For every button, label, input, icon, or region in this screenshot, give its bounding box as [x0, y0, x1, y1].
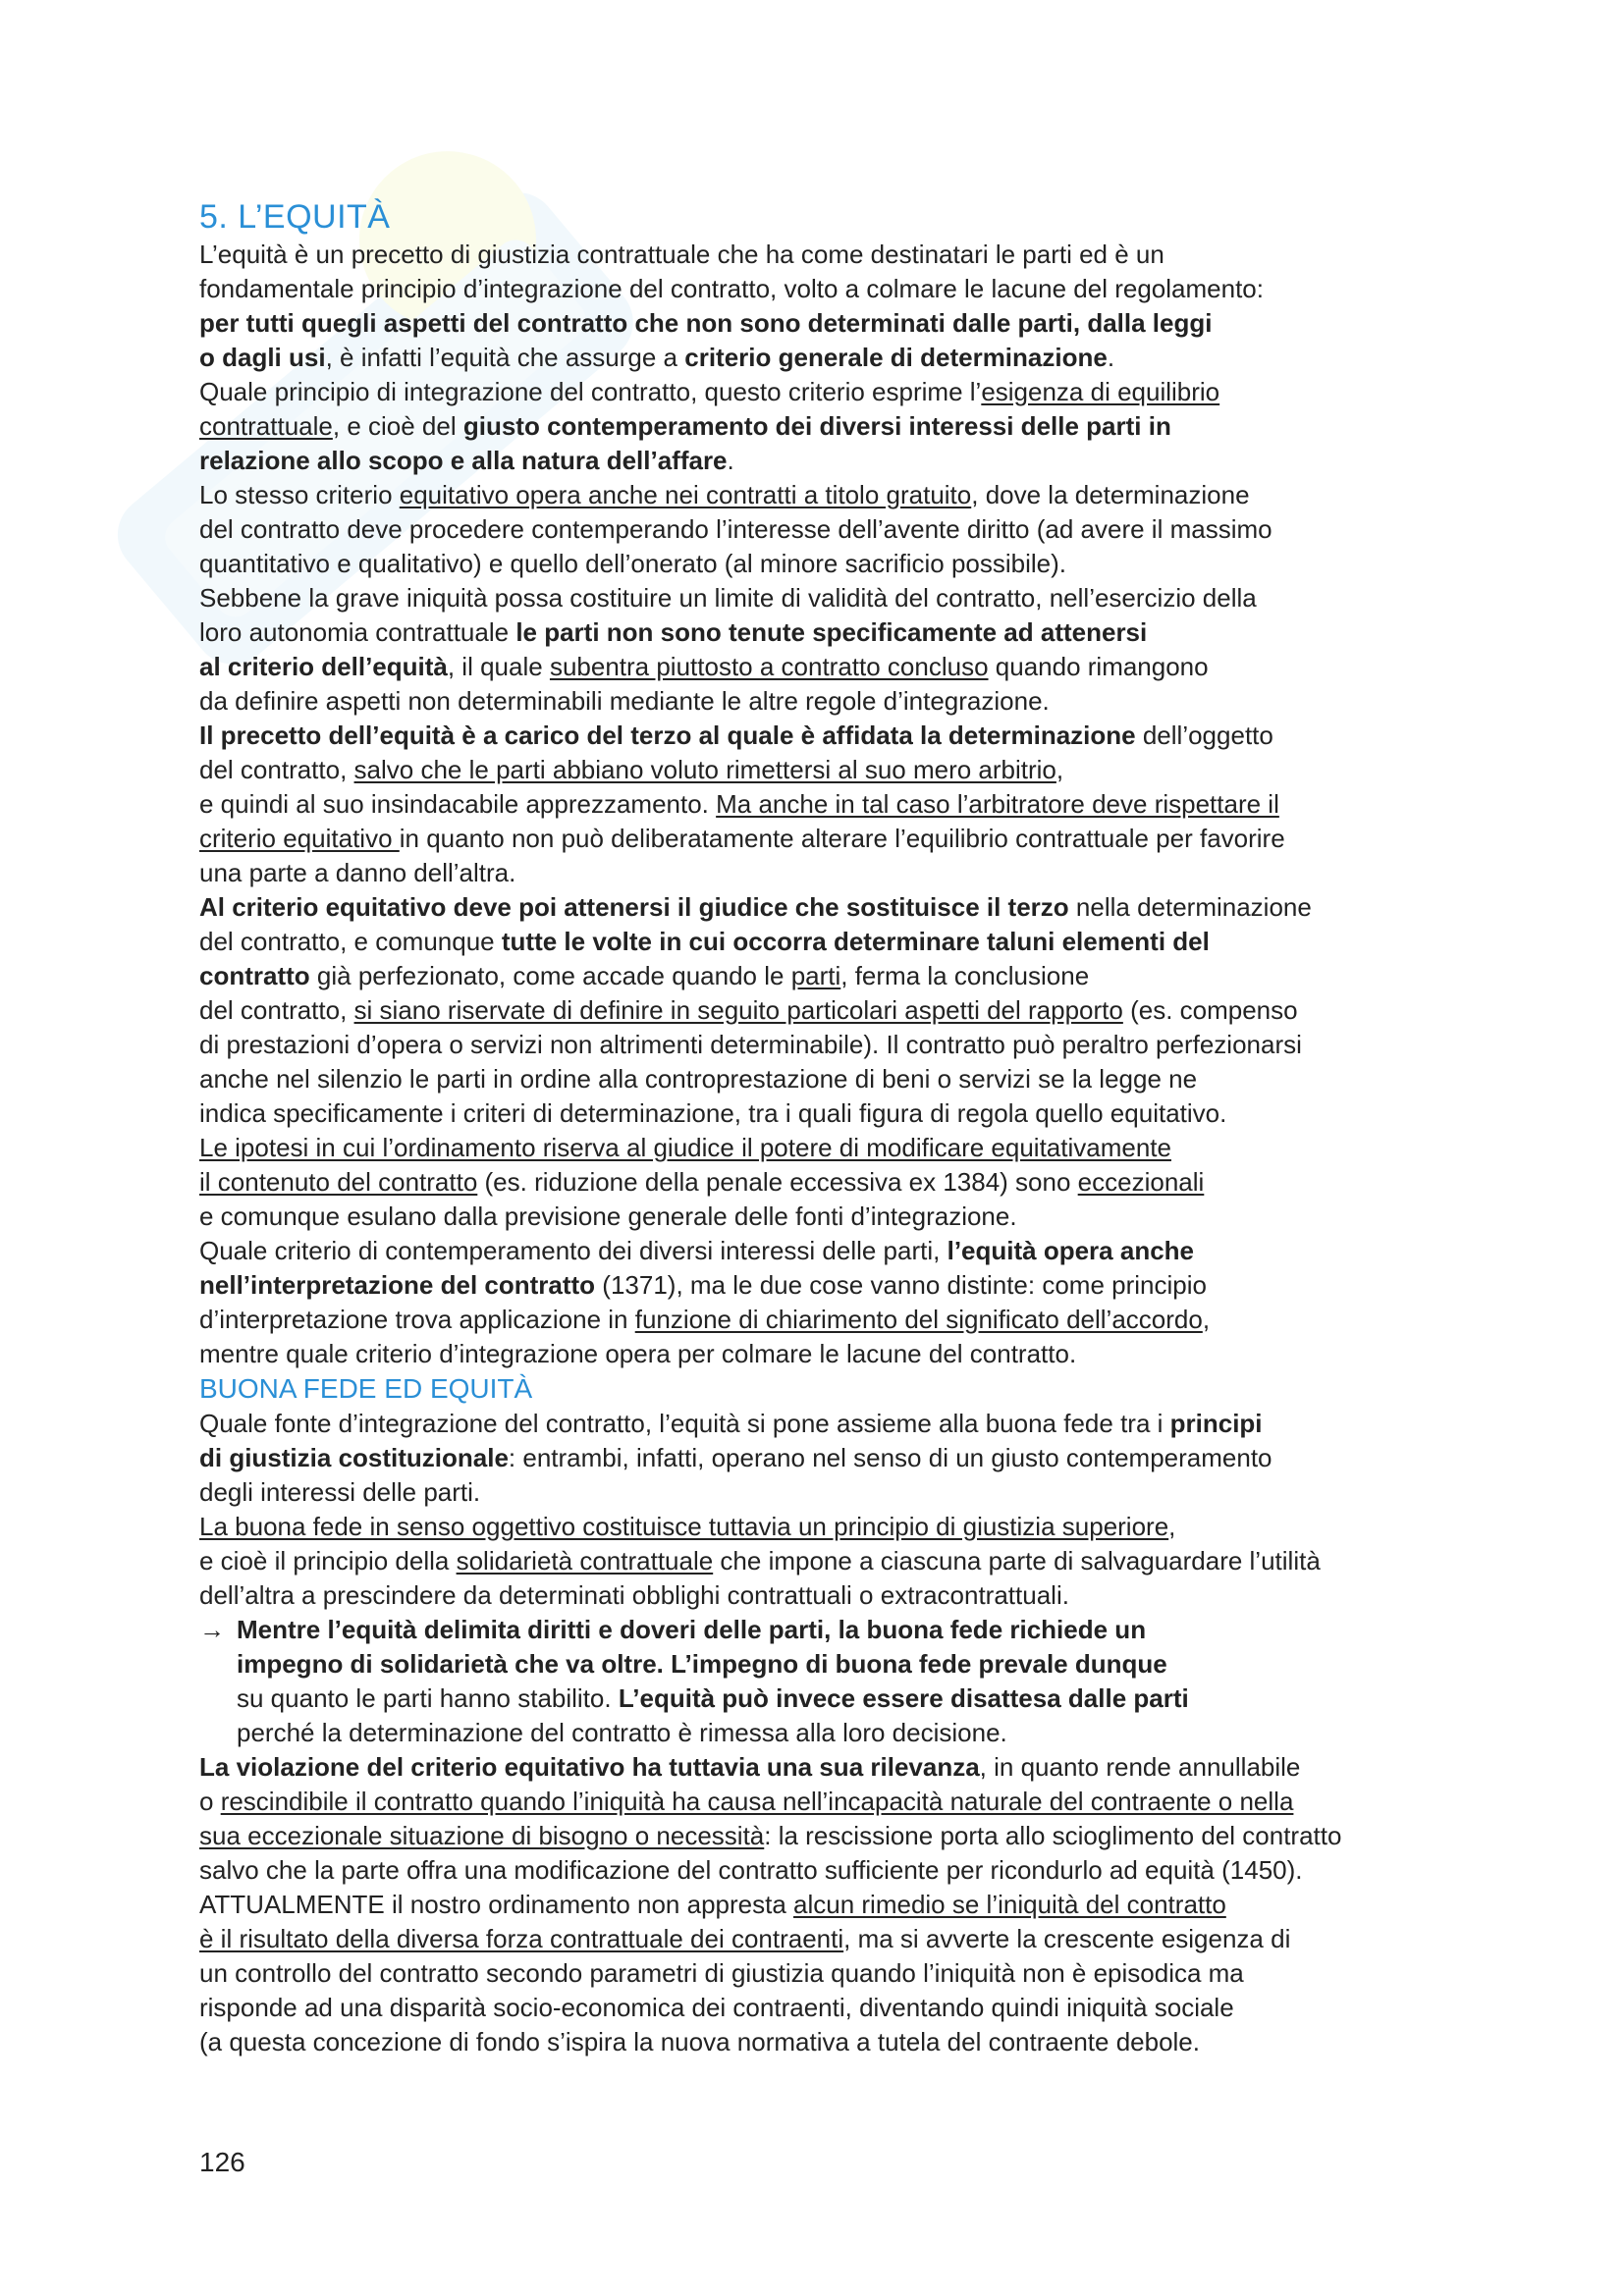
text-line [199, 1028, 1574, 1062]
bold-text: Il precetto dell’equità è a carico del terzo al quale è affidata la determinazione [199, 721, 1136, 750]
text-segment: (a questa concezione di fondo s’ispira la nuova normativa a tutela del contraente debole. [199, 2027, 1200, 2056]
document-body [199, 196, 1574, 2059]
underlined-text: parti [790, 961, 841, 990]
bold-text: per tutti quegli aspetti del contratto che non sono determinati dalle parti, dalla leggi [199, 308, 1213, 338]
text-line [199, 925, 1574, 959]
text-line [199, 1888, 1574, 1922]
underlined-text: Le ipotesi in cui l’ordinamento riserva al giudice il potere di modificare equitativamente [199, 1133, 1171, 1162]
text-segment: quando rimangono [988, 652, 1209, 681]
text-segment: fondamentale principio d’integrazione del contratto, volto a colmare le lacune del regolamento: [199, 274, 1264, 303]
text-line [199, 1062, 1574, 1096]
bold-text: contratto [199, 961, 310, 990]
text-segment: L’equità è un precetto di giustizia contrattuale che ha come destinatari le parti ed è un [199, 240, 1164, 269]
text-segment: loro autonomia contrattuale [199, 617, 516, 647]
text-segment: . [1107, 343, 1115, 372]
text-segment: Sebbene la grave iniquità possa costituire un limite di validità del contratto, nell’esercizio della [199, 583, 1257, 613]
text-line [199, 238, 1574, 272]
text-segment: una parte a danno dell’altra. [199, 858, 516, 887]
text-line [199, 444, 1574, 478]
text-segment: un controllo del contratto secondo parametri di giustizia quando l’iniquità non è episodica ma [199, 1958, 1244, 1988]
text-line [199, 1234, 1574, 1268]
text-line [199, 719, 1574, 753]
text-segment: risponde ad una disparità socio-economica dei contraenti, diventando quindi iniquità sociale [199, 1993, 1234, 2022]
text-line [199, 1991, 1574, 2025]
text-segment: , [1168, 1512, 1176, 1541]
text-line [199, 1165, 1574, 1200]
text-line [199, 1785, 1574, 1819]
underlined-text: criterio equitativo [199, 824, 400, 853]
subsection-title: BUONA FEDE ED EQUITÀ [199, 1373, 533, 1404]
text-line [199, 547, 1574, 581]
text-segment: Quale fonte d’integrazione del contratto, l’equità si pone assieme alla buona fede tra i [199, 1409, 1170, 1438]
text-line [199, 1200, 1574, 1234]
text-segment: e comunque esulano dalla previsione generale delle fonti d’integrazione. [199, 1201, 1017, 1231]
text-line [199, 1819, 1574, 1853]
text-line [199, 1544, 1574, 1578]
text-segment: d’interpretazione trova applicazione in [199, 1305, 635, 1334]
text-segment: Lo stesso criterio [199, 480, 400, 509]
bold-text: impegno di solidarietà che va oltre. L’impegno di buona fede prevale dunque [237, 1649, 1167, 1679]
text-segment: da definire aspetti non determinabili mediante le altre regole d’integrazione. [199, 686, 1050, 716]
text-segment: , ma si avverte la crescente esigenza di [843, 1924, 1291, 1953]
page-number: 126 [199, 2147, 245, 2177]
text-line [199, 272, 1574, 306]
text-segment: del contratto, [199, 755, 354, 784]
text-line [199, 1853, 1574, 1888]
underlined-text: contrattuale [199, 411, 333, 441]
underlined-text: salvo che le parti abbiano voluto rimettersi al suo mero arbitrio [353, 755, 1056, 784]
bold-text: o dagli usi [199, 343, 326, 372]
text-line [199, 615, 1574, 650]
underlined-text: sua eccezionale situazione di bisogno o necessità [199, 1821, 765, 1850]
text-segment: salvo che la parte offra una modificazione del contratto sufficiente per ricondurlo ad equità (1450). [199, 1855, 1303, 1885]
paragraph-block-equita [199, 238, 1574, 1371]
text-segment: perché la determinazione del contratto è rimessa alla loro decisione. [237, 1718, 1007, 1747]
text-line [199, 822, 1574, 856]
text-line [199, 581, 1574, 615]
text-line [199, 684, 1574, 719]
text-segment: (es. compenso [1122, 995, 1298, 1025]
text-segment: ATTUALMENTE il nostro ordinamento non appresta [199, 1890, 794, 1919]
text-segment: : entrambi, infatti, operano nel senso di un giusto contemperamento [508, 1443, 1272, 1472]
text-segment: o [199, 1787, 221, 1816]
text-segment: , ferma la conclusione [840, 961, 1090, 990]
text-segment: in quanto non può deliberatamente alterare l’equilibrio contrattuale per favorire [399, 824, 1285, 853]
paragraph-block-violazione [199, 1750, 1574, 2059]
text-line [199, 787, 1574, 822]
bold-text: L’equità può invece essere disattesa dalle parti [618, 1683, 1189, 1713]
text-line [199, 1475, 1574, 1510]
text-line [199, 890, 1574, 925]
text-line [199, 1922, 1574, 1956]
underlined-text: alcun rimedio se l’iniquità del contratto [793, 1890, 1226, 1919]
bold-text: La violazione del criterio equitativo ha tuttavia una sua rilevanza [199, 1752, 980, 1782]
section-title: 5. L’EQUITÀ [199, 198, 391, 236]
text-segment: indica specificamente i criteri di determinazione, tra i quali figura di regola quello equitativo. [199, 1098, 1227, 1128]
underlined-text: esigenza di equilibrio [981, 377, 1220, 406]
text-line [199, 1268, 1574, 1303]
text-line [199, 993, 1574, 1028]
bold-text: le parti non sono tenute specificamente ad attenersi [515, 617, 1148, 647]
text-line [199, 1750, 1574, 1785]
bold-text: giusto contemperamento dei diversi interessi delle parti in [462, 411, 1171, 441]
bold-text: relazione allo scopo e alla natura dell’affare [199, 446, 728, 475]
text-segment: dell’altra a prescindere da determinati obblighi contrattuali o extracontrattuali. [199, 1580, 1069, 1610]
bold-text: Al criterio equitativo deve poi attenersi il giudice che sostituisce il terzo [199, 892, 1069, 922]
text-segment: anche nel silenzio le parti in ordine alla controprestazione di beni o servizi se la legge ne [199, 1064, 1198, 1094]
text-line [199, 1303, 1574, 1337]
text-segment: , il quale [447, 652, 550, 681]
text-line [199, 856, 1574, 890]
bold-text: criterio generale di determinazione [684, 343, 1108, 372]
bold-text: nell’interpretazione del contratto [199, 1270, 596, 1300]
text-segment: del contratto, e comunque [199, 927, 502, 956]
underlined-text: eccezionali [1077, 1167, 1205, 1197]
bold-text: principi [1169, 1409, 1263, 1438]
underlined-text: il contenuto del contratto [199, 1167, 478, 1197]
text-segment: di prestazioni d’opera o servizi non altrimenti determinabile). Il contratto può peraltro perfezionarsi [199, 1030, 1302, 1059]
text-segment: nella determinazione [1068, 892, 1312, 922]
text-line [199, 409, 1574, 444]
text-line [199, 1096, 1574, 1131]
text-segment: , dove la determinazione [971, 480, 1250, 509]
text-line [199, 1407, 1574, 1441]
text-segment: , [1202, 1305, 1211, 1334]
bold-text: Mentre l’equità delimita diritti e doveri delle parti, la buona fede richiede un [237, 1615, 1147, 1644]
text-line [199, 1441, 1574, 1475]
text-segment: Quale criterio di contemperamento dei diversi interessi delle parti, [199, 1236, 947, 1265]
text-segment: . [727, 446, 734, 475]
text-line [199, 1613, 1574, 1647]
underlined-text: solidarietà contrattuale [456, 1546, 714, 1575]
text-line [199, 1956, 1574, 1991]
text-segment: , [1056, 755, 1064, 784]
bold-text: al criterio dell’equità [199, 652, 448, 681]
text-segment: su quanto le parti hanno stabilito. [237, 1683, 619, 1713]
text-segment: (1371), ma le due cose vanno distinte: come principio [595, 1270, 1207, 1300]
arrow-bullet-block [199, 1613, 1574, 1750]
text-segment: , e cioè del [332, 411, 463, 441]
text-line [199, 1337, 1574, 1371]
text-line [237, 1647, 1574, 1682]
text-line [199, 375, 1574, 409]
text-line [199, 650, 1574, 684]
bold-text: di giustizia costituzionale [199, 1443, 509, 1472]
text-line [199, 959, 1574, 993]
text-line [199, 341, 1574, 375]
text-line [199, 512, 1574, 547]
text-segment: , in quanto rende annullabile [979, 1752, 1301, 1782]
text-segment: che impone a ciascuna parte di salvaguardare l’utilità [713, 1546, 1321, 1575]
text-line [237, 1716, 1574, 1750]
text-segment: : la rescissione porta allo scioglimento del contratto [764, 1821, 1342, 1850]
text-segment: e cioè il principio della [199, 1546, 457, 1575]
text-segment: già perfezionato, come accade quando le [309, 961, 791, 990]
text-segment: degli interessi delle parti. [199, 1477, 481, 1507]
text-line [199, 1578, 1574, 1613]
text-segment: dell’oggetto [1135, 721, 1273, 750]
bold-text: tutte le volte in cui occorra determinare taluni elementi del [501, 927, 1210, 956]
text-segment: mentre quale criterio d’integrazione opera per colmare le lacune del contratto. [199, 1339, 1077, 1368]
underlined-text: si siano riservate di definire in seguito particolari aspetti del rapporto [353, 995, 1123, 1025]
underlined-text: è il risultato della diversa forza contrattuale dei contraenti [199, 1924, 844, 1953]
text-segment: e quindi al suo insindacabile apprezzamento. [199, 789, 717, 819]
text-segment: quantitativo e qualitativo) e quello dell’onerato (al minore sacrificio possibile). [199, 549, 1067, 578]
bold-text: l’equità opera anche [947, 1236, 1194, 1265]
text-segment: Quale principio di integrazione del contratto, questo criterio esprime l’ [199, 377, 982, 406]
underlined-text: equitativo opera anche nei contratti a titolo gratuito [399, 480, 972, 509]
text-line [199, 1131, 1574, 1165]
text-segment: del contratto deve procedere contemperando l’interesse dell’avente diritto (ad avere il massimo [199, 514, 1272, 544]
text-line [199, 753, 1574, 787]
underlined-text: La buona fede in senso oggettivo costituisce tuttavia un principio di giustizia superiore [199, 1512, 1169, 1541]
text-line [199, 478, 1574, 512]
text-segment: del contratto, [199, 995, 354, 1025]
arrow-right-icon: → [199, 1615, 225, 1644]
text-line [199, 1510, 1574, 1544]
underlined-text: Ma anche in tal caso l’arbitratore deve rispettare il [716, 789, 1279, 819]
text-segment: (es. riduzione della penale eccessiva ex 1384) sono [477, 1167, 1078, 1197]
text-line [199, 306, 1574, 341]
text-line [237, 1682, 1574, 1716]
underlined-text: rescindibile il contratto quando l’iniquità ha causa nell’incapacità naturale del contraente o nella [220, 1787, 1294, 1816]
text-line [199, 2025, 1574, 2059]
paragraph-block-buona-fede [199, 1407, 1574, 1613]
text-segment: , è infatti l’equità che assurge a [325, 343, 685, 372]
underlined-text: subentra piuttosto a contratto concluso [549, 652, 989, 681]
underlined-text: funzione di chiarimento del significato dell’accordo [634, 1305, 1203, 1334]
